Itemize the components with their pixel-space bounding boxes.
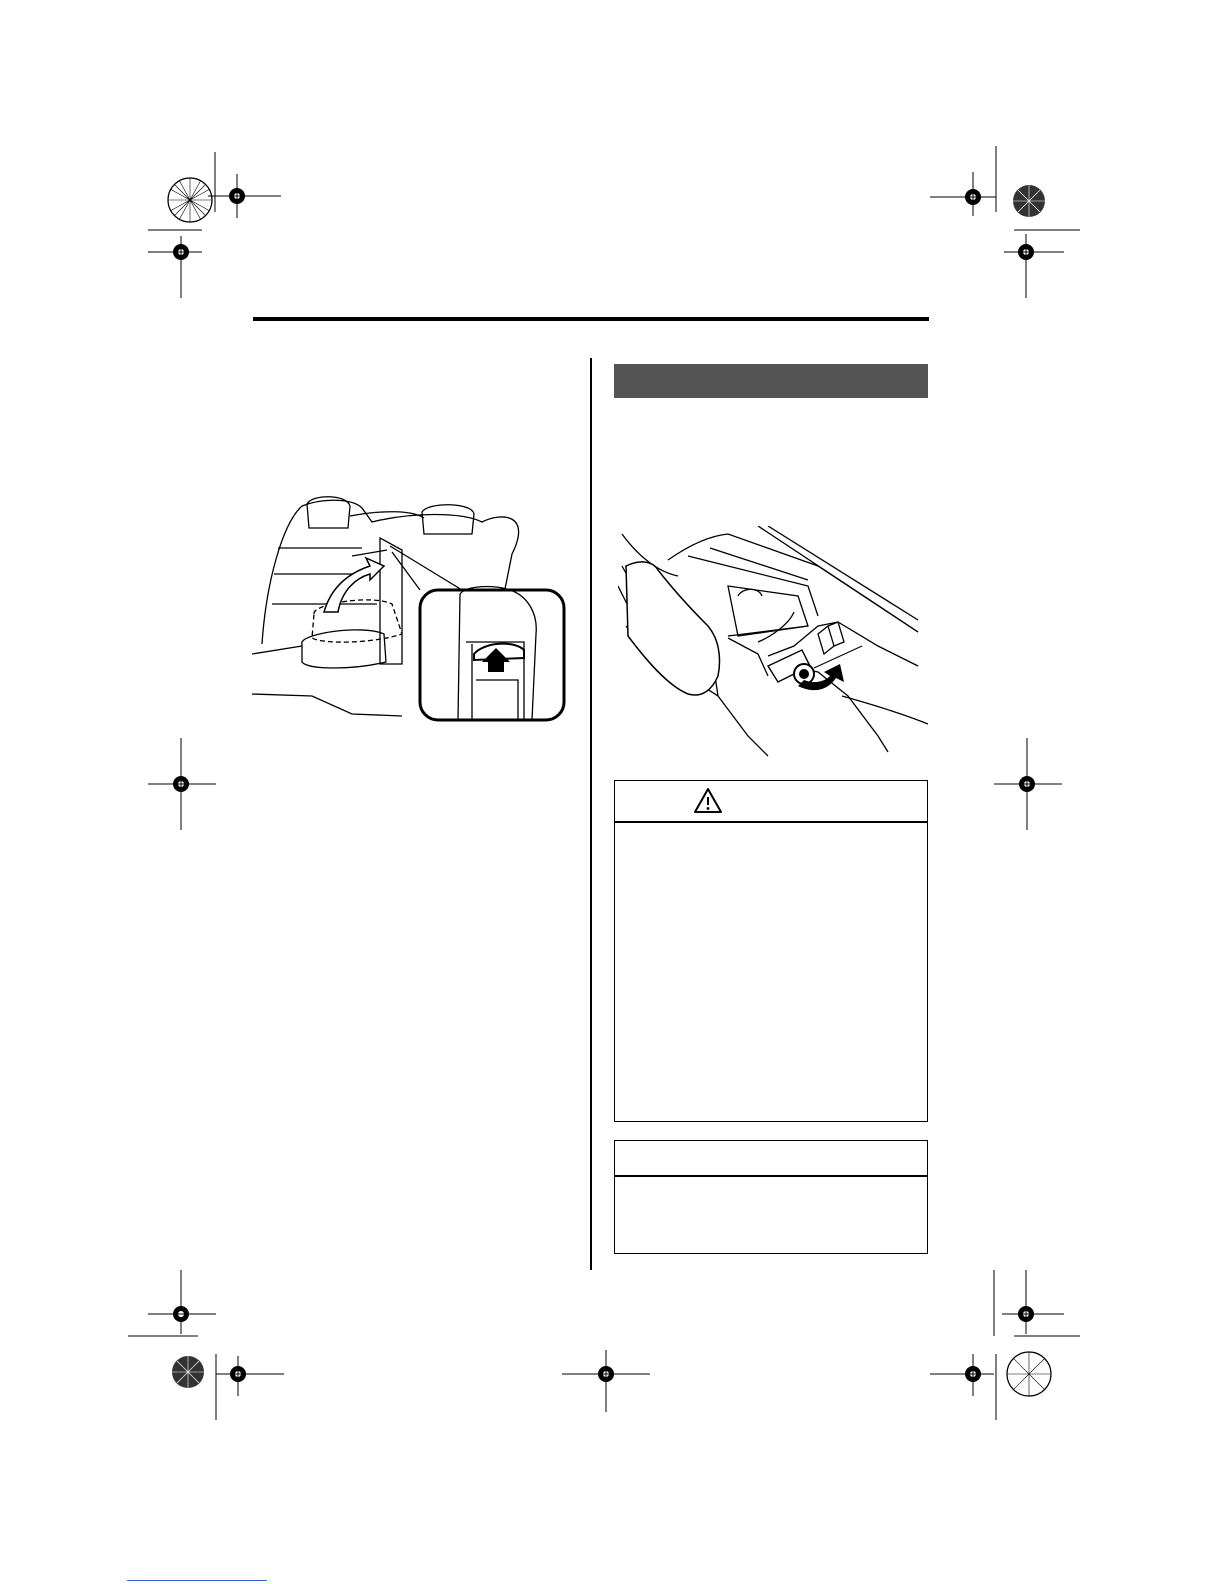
registration-target-middle-right (994, 738, 1064, 830)
warning-box (614, 780, 928, 1122)
registration-target-bottom-right (928, 1270, 1084, 1424)
warning-triangle-icon (693, 787, 723, 815)
column-divider (590, 358, 592, 1270)
registration-target-top-right (928, 146, 1084, 302)
section-header-bar (614, 364, 928, 398)
note-box-header (615, 1141, 927, 1177)
warning-box-header (615, 781, 927, 823)
console-accessory-socket-illustration (618, 526, 928, 758)
footer-link-underline (127, 1580, 267, 1581)
registration-target-middle-left (148, 738, 218, 830)
registration-target-bottom-center (562, 1340, 652, 1414)
hand-icon (626, 562, 720, 695)
header-rule (253, 317, 929, 321)
rear-seat-armrest-illustration (252, 494, 566, 722)
registration-target-top-left (148, 152, 288, 302)
note-box (614, 1140, 928, 1254)
registration-target-bottom-left (128, 1270, 288, 1424)
